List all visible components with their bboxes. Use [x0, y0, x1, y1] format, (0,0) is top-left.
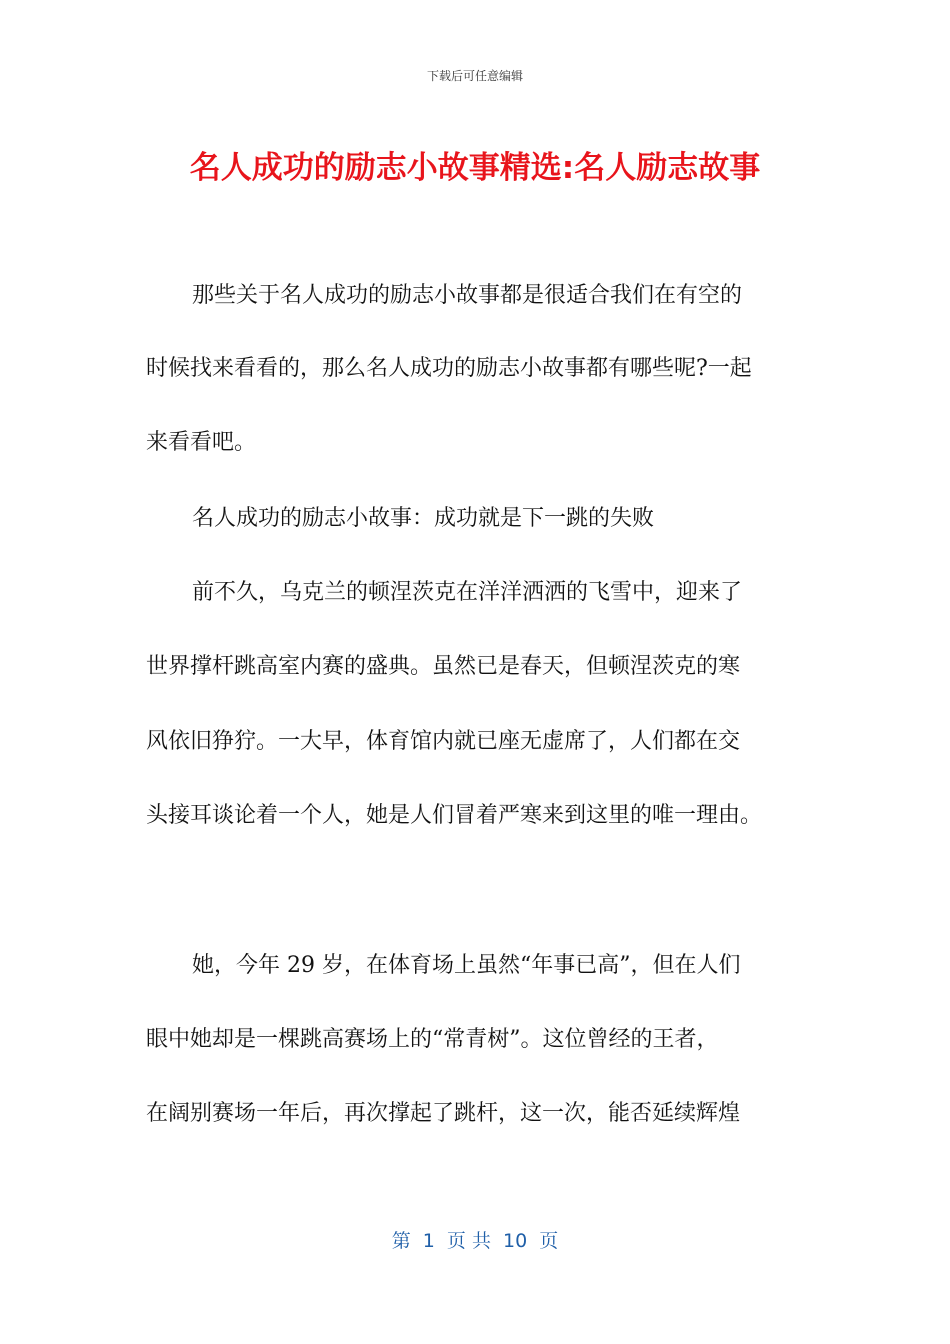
document-title: 名人成功的励志小故事精选:名人励志故事	[189, 150, 761, 186]
paragraph-line: 那些关于名人成功的励志小故事都是很适合我们在有空的	[192, 283, 743, 308]
paragraph-line: 风依旧狰狞。一大早，体育馆内就已座无虚席了，人们都在交	[146, 729, 741, 754]
header-note: 下载后可任意编辑	[426, 69, 523, 83]
paragraph-line: 世界撑杆跳高室内赛的盛典。虽然已是春天，但顿涅茨克的寒	[146, 654, 741, 679]
section-heading: 名人成功的励志小故事：成功就是下一跳的失败	[192, 506, 655, 531]
paragraph-line: 头接耳谈论着一个人，她是人们冒着严寒来到这里的唯一理由。	[146, 803, 763, 828]
paragraph-line: 在阔别赛场一年后，再次撑起了跳杆，这一次，能否延续辉煌	[146, 1101, 741, 1126]
paragraph-line: 来看看吧。	[146, 430, 257, 455]
paragraph-line: 时候找来看看的，那么名人成功的励志小故事都有哪些呢?一起	[146, 356, 752, 381]
page-number-footer: 第 1 页 共 10 页	[391, 1230, 559, 1252]
paragraph-line: 前不久，乌克兰的顿涅茨克在洋洋洒洒的飞雪中，迎来了	[192, 580, 743, 605]
paragraph-line: 她，今年 29 岁，在体育场上虽然“年事已高”，但在人们	[192, 953, 741, 978]
paragraph-line: 眼中她却是一棵跳高赛场上的“常青树”。这位曾经的王者，	[146, 1027, 719, 1052]
